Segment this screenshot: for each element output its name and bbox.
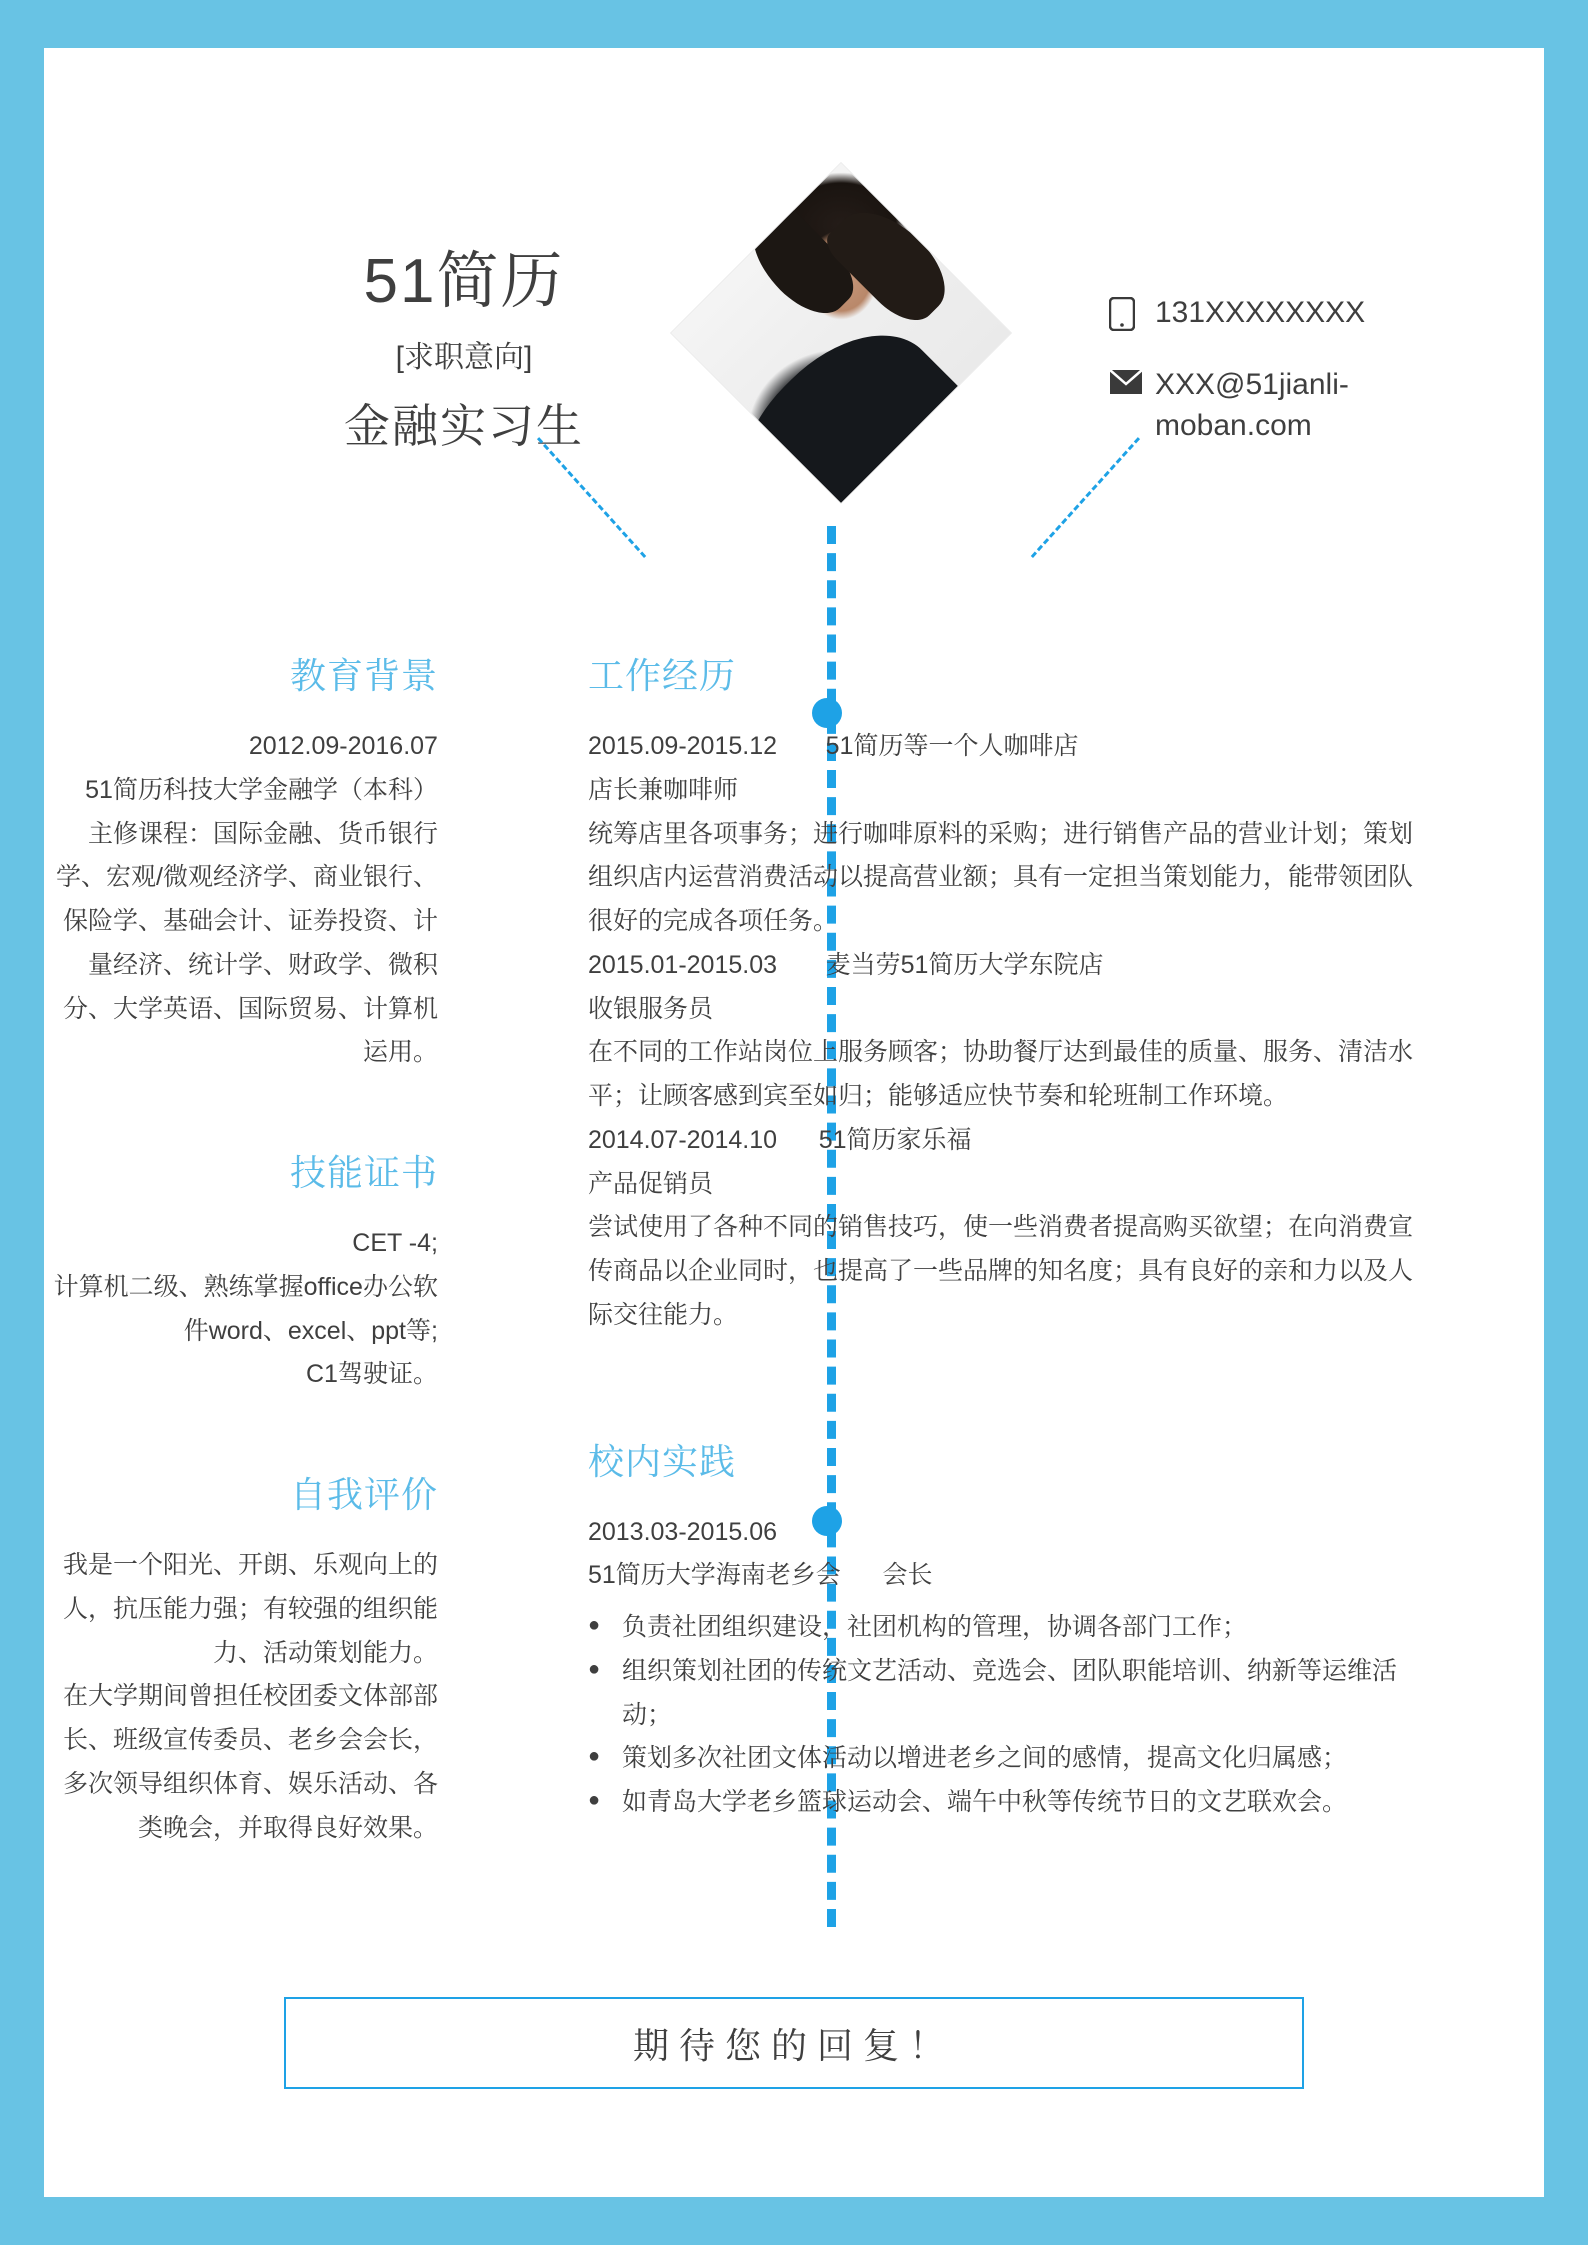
contact-block <box>1109 293 1405 474</box>
work-description: 尝试使用了各种不同的销售技巧，使一些消费者提高购买欲望；在向消费宣传商品以企业同时，也提高了一些品牌的知名度；具有良好的亲和力以及人际交往能力。 <box>587 1213 1413 1329</box>
work-date: 2015.09-2015.12 <box>587 732 778 760</box>
section-title-work-experience: 工作经历 <box>587 655 736 696</box>
section-work-experience <box>588 648 1414 1338</box>
avatar <box>676 168 1006 498</box>
bullet-dot-icon: ● <box>587 1657 601 1680</box>
work-description: 统筹店里各项事务；进行咖啡原料的采购；进行销售产品的营业计划；策划组织店内运营消费活动以提高营业额；具有一定担当策划能力，能带领团队很好的完成各项任务。 <box>587 819 1413 935</box>
section-campus-practice <box>588 1434 1414 1825</box>
campus-bullet-text: 组织策划社团的传统文艺活动、竞选会、团队职能培训、纳新等运维活动； <box>621 1656 1397 1729</box>
campus-bullet <box>588 1781 1414 1825</box>
section-title-campus-practice: 校内实践 <box>587 1440 736 1482</box>
footer-banner <box>284 1997 1304 2089</box>
work-date: 2015.01-2015.03 <box>587 950 778 979</box>
skill-item: CET -4; <box>352 1229 438 1257</box>
resume-columns <box>44 648 1544 1920</box>
avatar-hair-right <box>820 192 961 333</box>
education-school: 51简历科技大学金融学（本科） <box>85 775 438 804</box>
bullet-dot-icon: ● <box>587 1614 601 1636</box>
work-company: 51简历家乐福 <box>818 1125 972 1154</box>
campus-bullet-text: 负责社团组织建设，社团机构的管理，协调各部门工作； <box>621 1613 1247 1641</box>
section-skills <box>44 1145 438 1397</box>
resume-header <box>44 48 1544 518</box>
section-title-self-evaluation: 自我评价 <box>289 1474 438 1515</box>
education-date: 2012.09-2016.07 <box>248 732 438 760</box>
contact-email-row <box>1109 365 1405 446</box>
self-eval-paragraph: 我是一个阳光、开朗、乐观向上的人，抗压能力强；有较强的组织能力、活动策划能力。 <box>62 1551 438 1667</box>
campus-org-role <box>588 1554 1414 1598</box>
campus-bullet <box>588 1650 1414 1738</box>
left-column <box>44 648 518 1920</box>
skill-item: 计算机二级、熟练掌握office办公软件word、excel、ppt等; <box>53 1272 438 1345</box>
phone-icon <box>1109 293 1155 337</box>
name-block <box>254 248 674 456</box>
work-item <box>588 725 1414 944</box>
work-role: 收银服务员 <box>587 994 713 1023</box>
education-courses: 主修课程：国际金融、货币银行学、宏观/微观经济学、商业银行、保险学、基础会计、证券投资、计量经济、统计学、财政学、微积分、大学英语、国际贸易、计算机运用。 <box>56 819 438 1067</box>
skill-item: C1驾驶证。 <box>305 1360 438 1389</box>
resume-page <box>44 48 1544 2197</box>
work-company: 麦当劳51简历大学东院店 <box>825 950 1104 979</box>
section-education <box>44 648 438 1075</box>
campus-bullet <box>588 1737 1414 1781</box>
job-position: 金融实习生 <box>344 400 584 453</box>
campus-date: 2013.03-2015.06 <box>587 1517 778 1546</box>
avatar-photo <box>671 163 1010 502</box>
section-title-education: 教育背景 <box>289 655 438 696</box>
self-eval-paragraph: 在大学期间曾担任校团委文体部部长、班级宣传委员、老乡会会长，多次领导组织体育、娱乐活动、各类晚会，并取得良好效果。 <box>62 1682 438 1842</box>
work-role: 店长兼咖啡师 <box>587 775 738 804</box>
work-description: 在不同的工作站岗位上服务顾客；协助餐厅达到最佳的质量、服务、清洁水平；让顾客感到宾至如归；能够适应快节奏和轮班制工作环境。 <box>587 1038 1413 1110</box>
work-role: 产品促销员 <box>587 1169 713 1198</box>
work-item <box>588 1119 1414 1338</box>
mail-icon <box>1109 365 1155 401</box>
avatar-shoulders <box>705 300 978 503</box>
contact-email: XXX@51jianli-moban.com <box>1155 368 1349 442</box>
work-item <box>588 944 1414 1119</box>
work-date-company <box>588 725 1414 769</box>
footer-text: 期待您的回复！ <box>632 2024 955 2066</box>
section-title-skills: 技能证书 <box>289 1152 438 1193</box>
campus-bullet <box>588 1606 1414 1650</box>
campus-org: 51简历大学海南老乡会 <box>587 1561 841 1590</box>
job-intent-label: [求职意向] <box>395 341 533 375</box>
avatar-diamond-frame <box>671 163 1010 502</box>
work-date-company <box>588 944 1414 988</box>
campus-role: 会长 <box>882 1561 933 1590</box>
right-column <box>518 648 1544 1920</box>
contact-phone: 131XXXXXXXX <box>1155 296 1366 329</box>
section-self-evaluation <box>44 1467 438 1850</box>
work-company: 51简历等一个人咖啡店 <box>825 732 1079 760</box>
page-title: 51简历 <box>363 247 565 316</box>
contact-phone-row <box>1109 293 1405 337</box>
bullet-dot-icon: ● <box>587 1789 601 1811</box>
bullet-dot-icon: ● <box>587 1745 601 1768</box>
work-date-company <box>588 1119 1414 1163</box>
campus-bullet-text: 如青岛大学老乡篮球运动会、端午中秋等传统节日的文艺联欢会。 <box>621 1788 1347 1816</box>
campus-bullet-text: 策划多次社团文体活动以增进老乡之间的感情，提高文化归属感； <box>621 1744 1347 1773</box>
work-date: 2014.07-2014.10 <box>587 1125 778 1154</box>
